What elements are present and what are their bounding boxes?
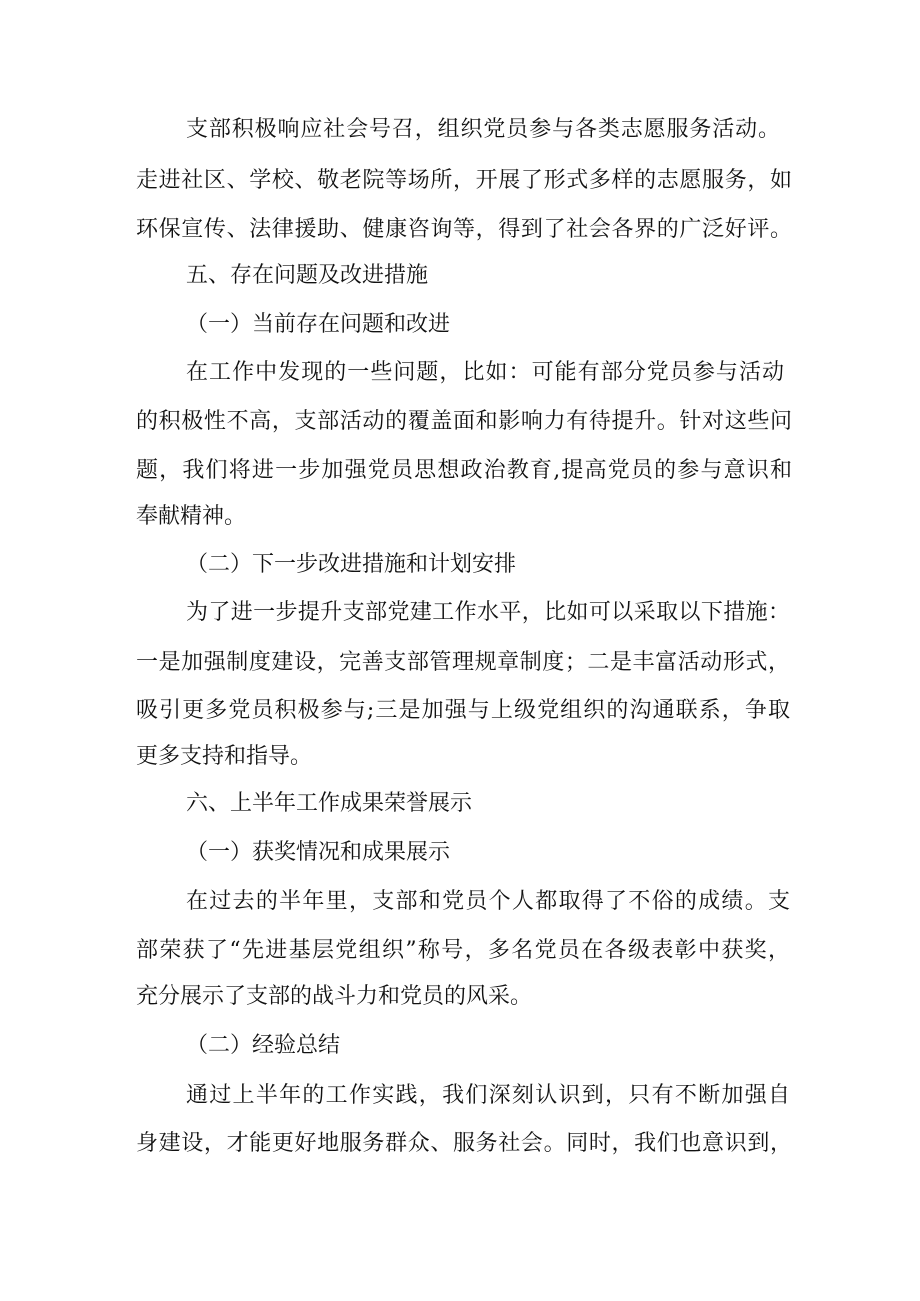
paragraph-line: 更多支持和指导。: [136, 744, 313, 769]
subsection-heading: （一）当前存在问题和改进: [186, 312, 451, 337]
paragraph-line: 吸引更多党员积极参与;三是加强与上级党组织的沟通联系，争取: [136, 698, 790, 723]
paragraph-line: 题，我们将进一步加强党员思想政治教育,提高党员的参与意识和: [136, 458, 792, 483]
paragraph-line: 一是加强制度建设，完善支部管理规章制度；二是丰富活动形式，: [136, 650, 790, 675]
subsection-heading: （二）下一步改进措施和计划安排: [186, 552, 517, 577]
paragraph-line: 为了进一步提升支部党建工作水平，比如可以采取以下措施：: [186, 600, 790, 625]
paragraph-line: 支部积极响应社会号召，组织党员参与各类志愿服务活动。: [186, 117, 780, 142]
subsection-heading: （二）经验总结: [186, 1033, 341, 1058]
paragraph-line: 环保宣传、法律援助、健康咨询等，得到了社会各界的广泛好评。: [136, 217, 792, 242]
paragraph-line: 充分展示了支部的战斗力和党员的风采。: [136, 984, 533, 1009]
section-heading: 五、存在问题及改进措施: [186, 263, 429, 288]
paragraph-line: 部荣获了“先进基层党组织”称号，多名党员在各级表彰中获奖，: [136, 938, 790, 963]
subsection-heading: （一）获奖情况和成果展示: [186, 840, 451, 865]
paragraph-line: 在过去的半年里，支部和党员个人都取得了不俗的成绩。支: [186, 889, 790, 914]
section-heading: 六、上半年工作成果荣誉展示: [186, 791, 473, 816]
paragraph-line: 的积极性不高，支部活动的覆盖面和影响力有待提升。针对这些问: [136, 409, 792, 434]
paragraph-line: 奉献精神。: [136, 504, 247, 529]
paragraph-line: 通过上半年的工作实践，我们深刻认识到，只有不断加强自: [186, 1083, 790, 1108]
paragraph-line: 身建设，才能更好地服务群众、服务社会。同时，我们也意识到，: [136, 1131, 792, 1156]
paragraph-line: 走进社区、学校、敬老院等场所，开展了形式多样的志愿服务，如: [136, 168, 792, 193]
paragraph-line: 在工作中发现的一些问题，比如：可能有部分党员参与活动: [186, 360, 784, 385]
